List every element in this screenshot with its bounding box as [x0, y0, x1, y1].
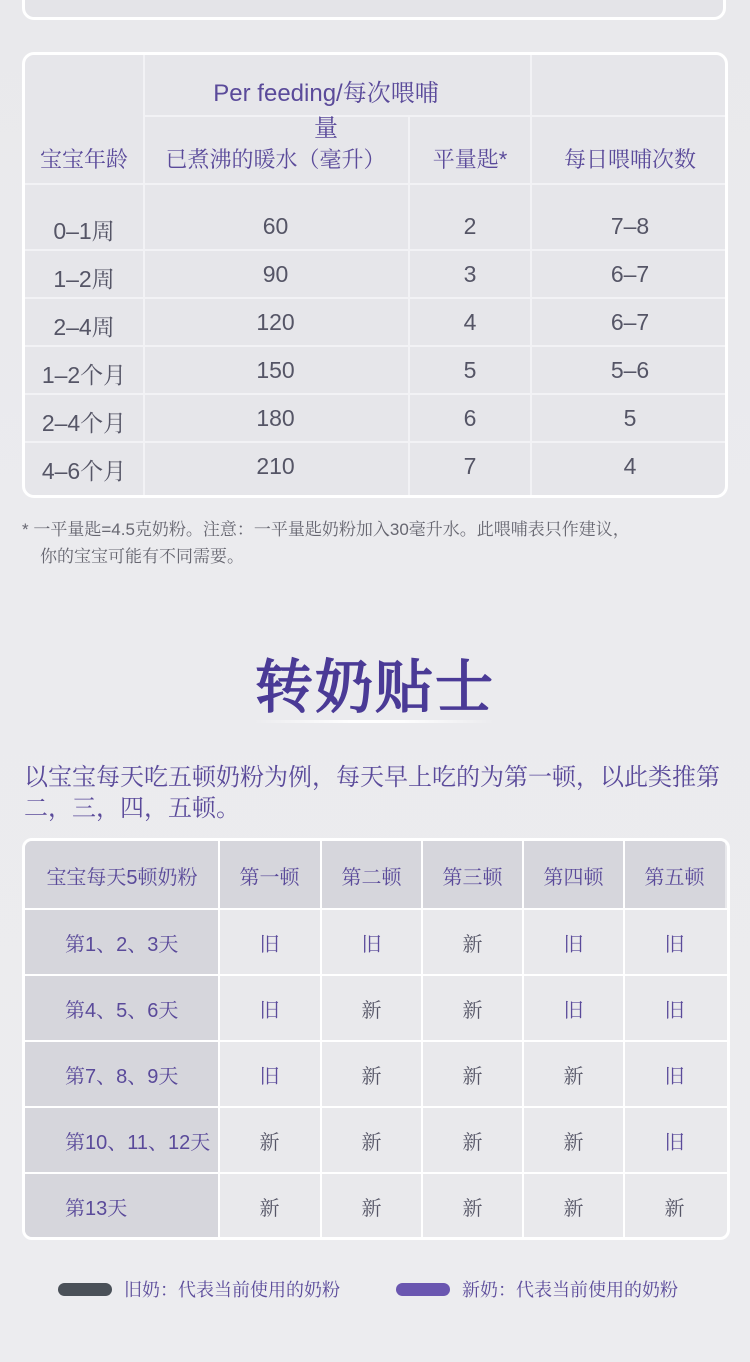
table-cell: 新 — [462, 1065, 483, 1088]
table-cell: 旧 — [664, 1065, 685, 1088]
divider — [25, 183, 725, 185]
cell-age: 2–4周 — [53, 314, 115, 340]
divider — [25, 249, 725, 251]
divider — [25, 974, 727, 976]
table-cell: 新 — [462, 1197, 483, 1220]
table-row — [25, 395, 725, 441]
corner-header: 宝宝每天5顿奶粉 — [25, 841, 219, 909]
table-cell: 新 — [462, 933, 483, 956]
row-label: 第7、8、9天 — [25, 1041, 219, 1107]
table-cell: 新 — [361, 1131, 382, 1154]
table-cell: 新 — [259, 1131, 280, 1154]
divider — [25, 908, 727, 910]
meal-header: 第五顿 — [624, 841, 725, 909]
cell-times: 5–6 — [610, 357, 650, 383]
cell-times: 7–8 — [610, 213, 650, 239]
table-row — [25, 443, 725, 489]
divider — [25, 441, 725, 443]
divider — [25, 345, 725, 347]
divider — [218, 841, 220, 1237]
footnote — [22, 516, 712, 570]
cell-times: 6–7 — [610, 309, 650, 335]
table-cell: 旧 — [664, 1131, 685, 1154]
table-cell: 旧 — [664, 933, 685, 956]
per-feeding-header: Per feeding/每次喂哺量 — [213, 80, 439, 142]
table-cell: 旧 — [664, 999, 685, 1022]
table-cell: 新 — [361, 1065, 382, 1088]
divider — [25, 1172, 727, 1174]
table-cell: 旧 — [361, 933, 382, 956]
cell-age: 2–4个月 — [41, 410, 127, 436]
row-label: 第1、2、3天 — [25, 909, 219, 975]
cell-scoops: 3 — [463, 261, 477, 287]
table-cell: 新 — [462, 999, 483, 1022]
legend-new — [396, 1276, 678, 1302]
table-cell: 新 — [259, 1197, 280, 1220]
old-milk-swatch — [58, 1283, 112, 1296]
table-cell: 旧 — [563, 933, 584, 956]
legend-old-label: 旧奶：代表当前使用的奶粉 — [124, 1280, 340, 1300]
divider — [25, 1040, 727, 1042]
section-title: 转奶贴士 — [254, 655, 495, 720]
divider — [25, 297, 725, 299]
top-card-fragment — [22, 0, 726, 20]
row-label: 第10、11、12天 — [25, 1107, 219, 1173]
cell-age: 1–2周 — [53, 266, 115, 292]
table-row — [25, 251, 725, 297]
table-row — [25, 347, 725, 393]
cell-water: 120 — [256, 309, 295, 335]
divider — [421, 841, 423, 1237]
table-cell: 旧 — [259, 933, 280, 956]
col-header-water: 已煮沸的暖水（毫升） — [165, 147, 386, 172]
table-cell: 旧 — [563, 999, 584, 1022]
table-cell: 新 — [563, 1065, 584, 1088]
table-row — [25, 203, 725, 249]
cell-times: 5 — [623, 405, 637, 431]
col-header-age: 宝宝年龄 — [39, 147, 128, 172]
table-cell: 旧 — [259, 1065, 280, 1088]
legend-new-label: 新奶：代表当前使用的奶粉 — [462, 1280, 678, 1300]
cell-water: 90 — [262, 261, 289, 287]
table-cell: 新 — [563, 1197, 584, 1220]
row-label: 第4、5、6天 — [25, 975, 219, 1041]
divider — [623, 841, 625, 1237]
cell-times: 4 — [623, 453, 637, 479]
cell-scoops: 2 — [463, 213, 477, 239]
table-cell: 新 — [462, 1131, 483, 1154]
table-row — [25, 299, 725, 345]
col-header-scoops: 平量匙* — [432, 147, 508, 172]
cell-scoops: 4 — [463, 309, 477, 335]
table-cell: 旧 — [259, 999, 280, 1022]
divider — [320, 841, 322, 1237]
table-cell: 新 — [664, 1197, 685, 1220]
footnote-line-1: * 一平量匙=4.5克奶粉。注意：一平量匙奶粉加入30毫升水。此喂哺表只作建议， — [22, 520, 630, 539]
meal-header: 第二顿 — [321, 841, 422, 909]
meal-header: 第四顿 — [523, 841, 624, 909]
cell-water: 180 — [256, 405, 295, 431]
divider — [25, 1106, 727, 1108]
cell-scoops: 5 — [463, 357, 477, 383]
meal-header: 第三顿 — [422, 841, 523, 909]
meal-header: 第一顿 — [219, 841, 320, 909]
cell-scoops: 7 — [463, 453, 477, 479]
cell-age: 1–2个月 — [41, 362, 127, 388]
divider — [25, 393, 725, 395]
footnote-line-2: 你的宝宝可能有不同需要。 — [40, 547, 244, 566]
legend-old — [58, 1276, 340, 1302]
intro-paragraph: 以宝宝每天吃五顿奶粉为例，每天早上吃的为第一顿，以此类推第二，三，四，五顿。 — [24, 764, 720, 822]
feeding-table — [22, 52, 728, 498]
table-cell: 新 — [563, 1131, 584, 1154]
cell-times: 6–7 — [610, 261, 650, 287]
cell-water: 210 — [256, 453, 295, 479]
new-milk-swatch — [396, 1283, 450, 1296]
title-underline — [254, 720, 494, 723]
cell-age: 4–6个月 — [41, 458, 127, 484]
divider — [522, 841, 524, 1237]
cell-age: 0–1周 — [53, 218, 115, 244]
table-cell: 新 — [361, 1197, 382, 1220]
cell-water: 60 — [262, 213, 289, 239]
row-label: 第13天 — [25, 1173, 219, 1239]
switch-table — [22, 838, 730, 1240]
table-cell: 新 — [361, 999, 382, 1022]
cell-water: 150 — [256, 357, 295, 383]
cell-scoops: 6 — [463, 405, 477, 431]
col-header-times: 每日喂哺次数 — [563, 147, 696, 172]
